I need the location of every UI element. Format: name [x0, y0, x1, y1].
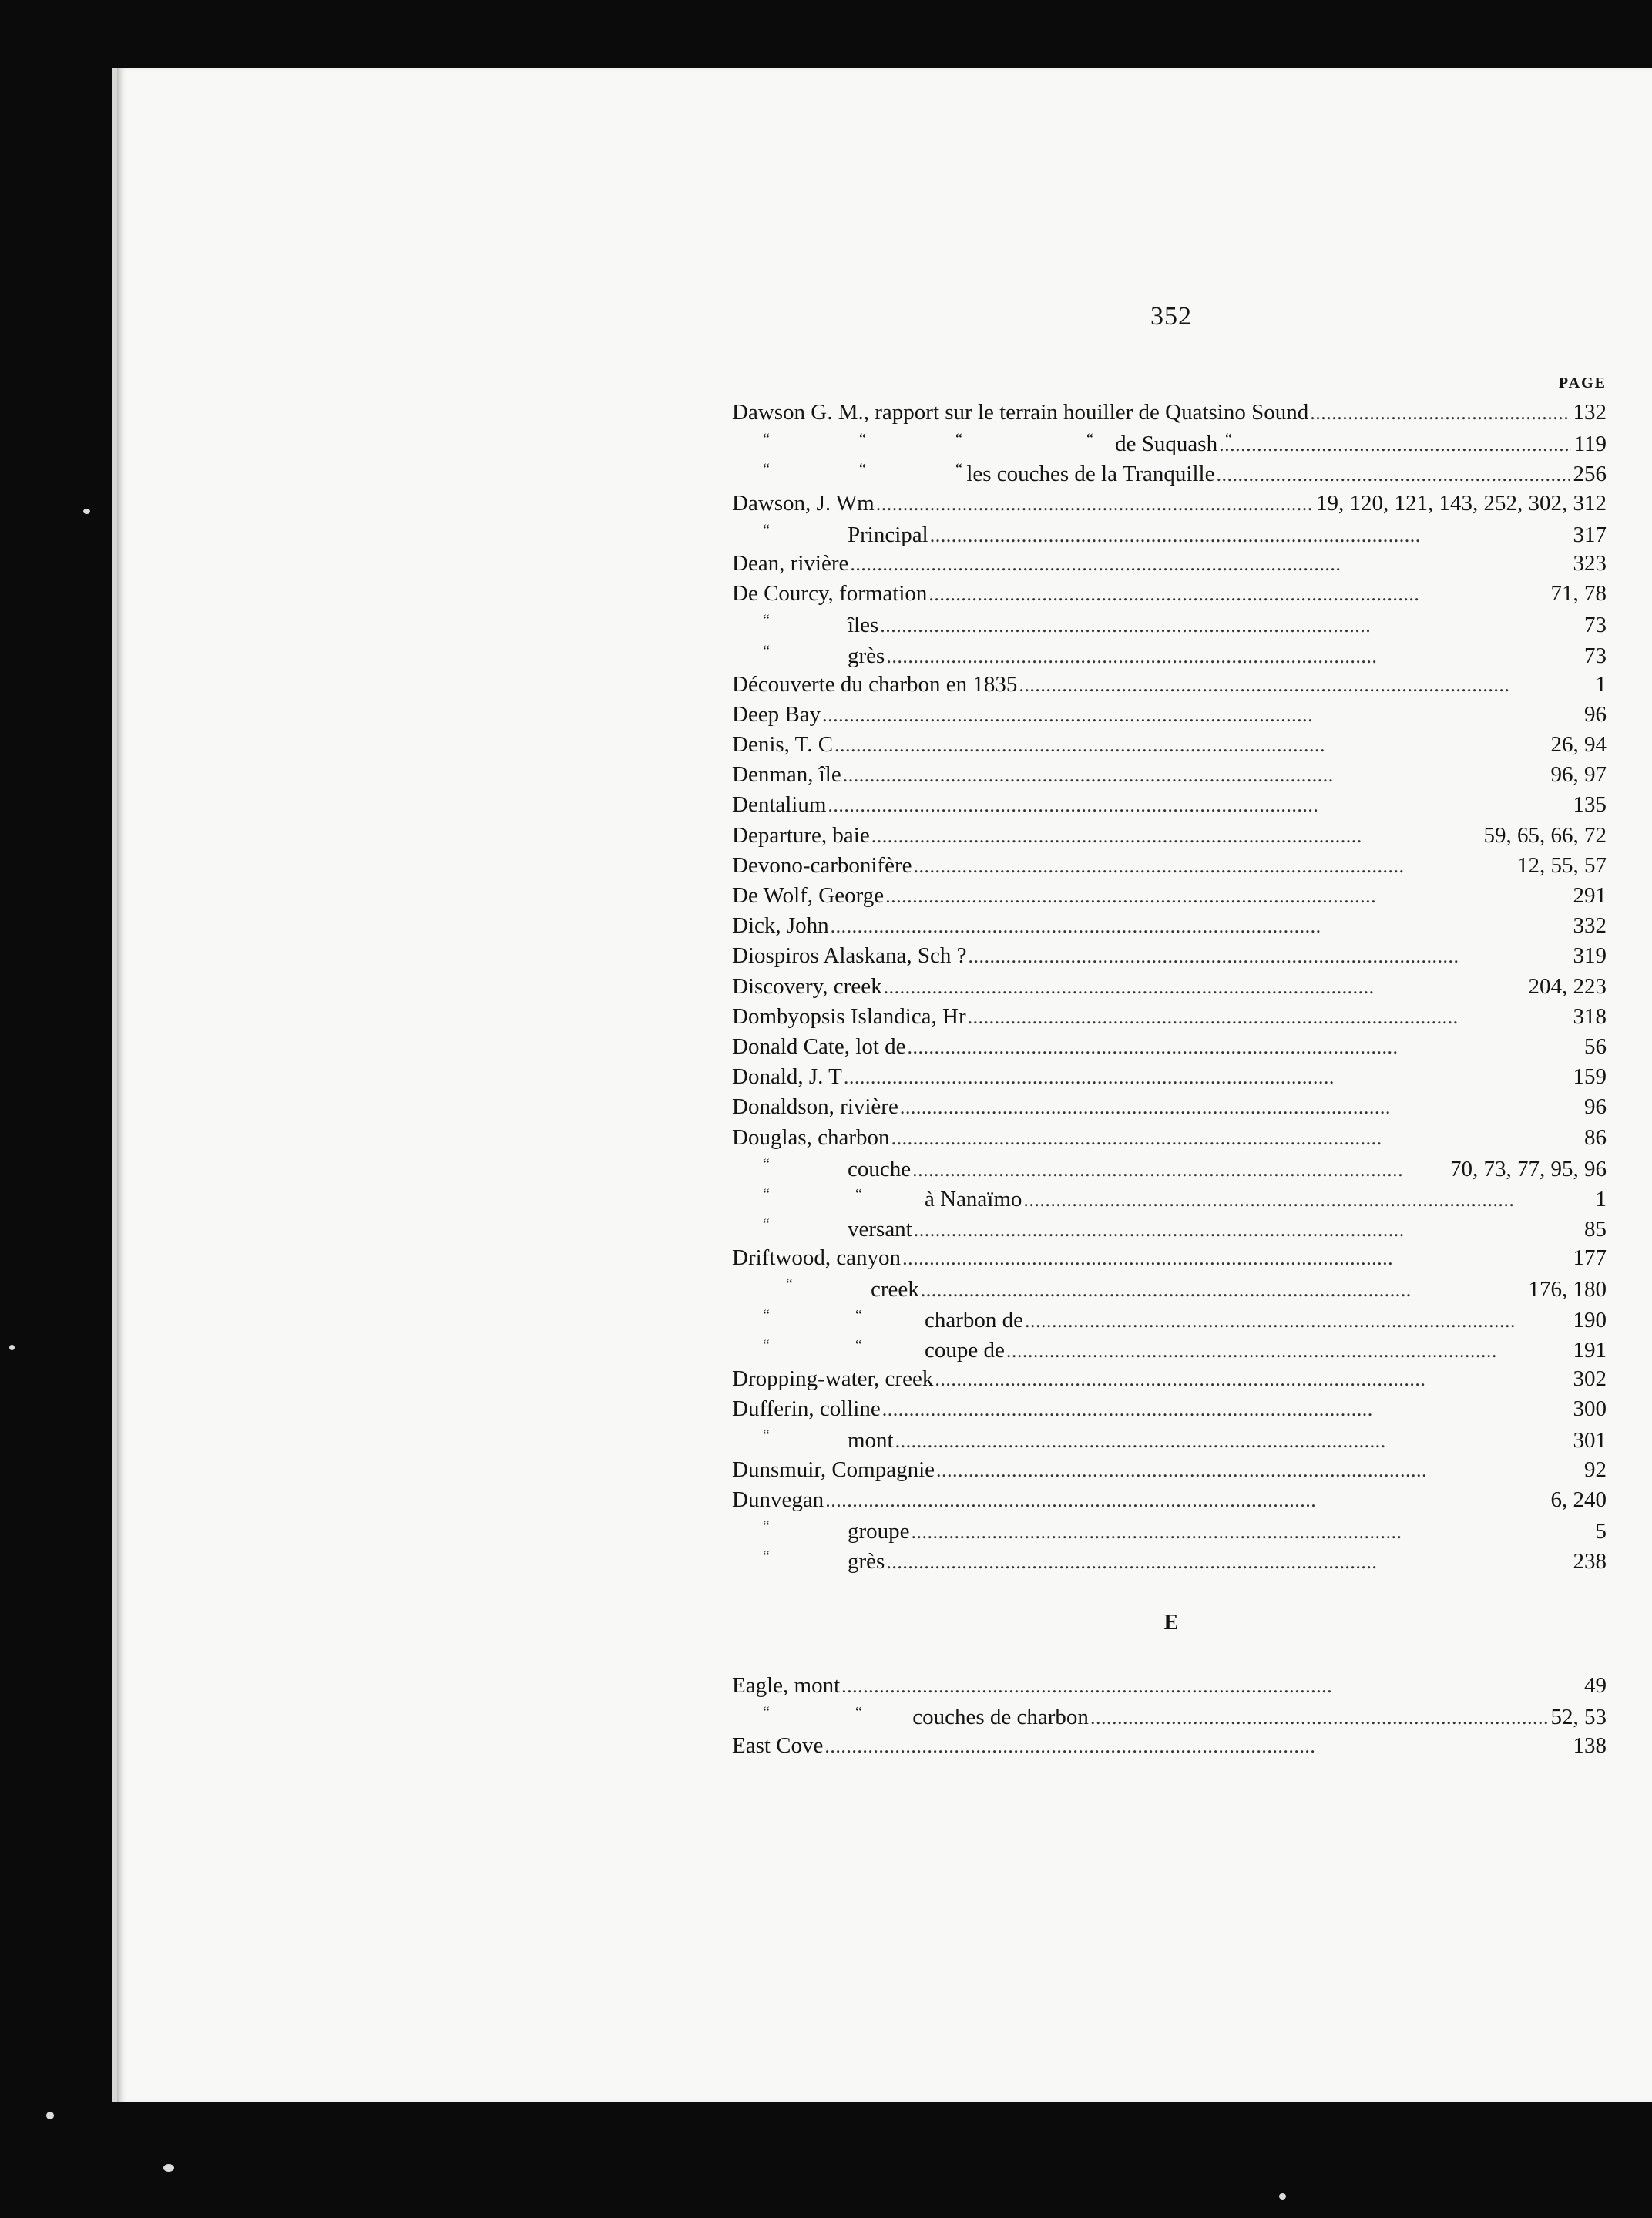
entry-pages: 56 — [1584, 1033, 1607, 1059]
entry-pages: 71, 78 — [1550, 581, 1607, 607]
entry-pages: 12, 55, 57 — [1517, 852, 1607, 878]
entry-pages: 96 — [1584, 701, 1607, 727]
ditto-mark: “ — [763, 1155, 770, 1173]
entry-pages: 96, 97 — [1550, 762, 1607, 788]
entry-label: les couches de la Tranquille — [966, 462, 1215, 487]
index-entry — [732, 1243, 1607, 1273]
entry-label: De Wolf, George — [732, 883, 885, 908]
entry-label: Dunsmuir, Compagnie — [732, 1457, 935, 1482]
index-entry — [732, 1671, 1607, 1701]
ditto-mark: “ — [955, 461, 962, 479]
ditto-mark: “ — [763, 1336, 770, 1354]
index-entry — [732, 489, 1607, 519]
ditto-mark: “ — [763, 642, 770, 660]
entry-label: Dufferin, colline — [732, 1396, 881, 1422]
index-section-d — [732, 398, 1607, 1575]
dot-leader — [824, 1731, 1570, 1761]
ditto-mark: “ — [763, 1185, 770, 1203]
index-entry — [732, 881, 1607, 911]
index-entry — [732, 640, 1607, 670]
index-entry — [732, 730, 1607, 760]
dot-leader — [1216, 459, 1570, 489]
ditto-marks — [732, 1304, 925, 1327]
entry-pages: 301 — [1573, 1428, 1607, 1453]
entry-pages: 204, 223 — [1528, 973, 1607, 999]
ditto-marks — [732, 609, 848, 632]
scan-speck — [1279, 2193, 1286, 2200]
index-entry — [732, 851, 1607, 881]
entry-pages: 19, 120, 121, 143, 252, 302, 312 — [1316, 490, 1607, 516]
entry-pages: 302 — [1573, 1366, 1607, 1391]
ditto-mark: “ — [763, 1548, 770, 1566]
dot-leader — [912, 1154, 1447, 1185]
entry-pages: 85 — [1584, 1217, 1607, 1242]
entry-pages: 73 — [1584, 613, 1607, 638]
index-entry — [732, 1123, 1607, 1153]
index-entry — [732, 1545, 1607, 1575]
index-entry — [732, 700, 1607, 730]
entry-pages: 96 — [1584, 1094, 1607, 1120]
ditto-marks — [732, 458, 966, 481]
dot-leader — [886, 641, 1581, 671]
index-entry — [732, 1304, 1607, 1334]
ditto-marks — [732, 1701, 912, 1724]
entry-pages: 132 — [1573, 400, 1607, 425]
entry-label: Dawson, J. Wm — [732, 490, 875, 516]
dot-leader — [914, 851, 1515, 881]
ditto-mark: “ — [786, 1276, 793, 1294]
dot-leader — [843, 760, 1548, 790]
entry-pages: 332 — [1573, 913, 1607, 939]
entry-pages: 49 — [1584, 1673, 1607, 1698]
index-entry — [732, 790, 1607, 820]
entry-label: Dawson G. M., rapport sur le terrain houiller de Quatsino Sound — [732, 400, 1309, 425]
ditto-mark: “ — [763, 1704, 770, 1722]
dot-leader — [914, 1215, 1581, 1245]
entry-pages: 191 — [1573, 1337, 1607, 1363]
entry-pages: 300 — [1573, 1396, 1607, 1422]
index-entry — [732, 428, 1607, 458]
page-number: 352 — [1150, 302, 1192, 331]
entry-label: Donaldson, rivière — [732, 1094, 898, 1120]
index-entry — [732, 1273, 1607, 1303]
dot-leader — [968, 941, 1570, 971]
ditto-mark: “ — [763, 1517, 770, 1535]
entry-pages: 73 — [1584, 643, 1607, 668]
entry-label: Dean, rivière — [732, 550, 849, 576]
ditto-mark: “ — [855, 1185, 862, 1203]
dot-leader — [1019, 670, 1592, 700]
entry-pages: 177 — [1573, 1245, 1607, 1271]
scan-speck — [163, 2164, 174, 2172]
index-entry — [732, 760, 1607, 790]
entry-label: Principal — [848, 522, 928, 547]
index-entry — [732, 670, 1607, 700]
entry-label: couches de charbon — [912, 1705, 1089, 1730]
entry-label: de Suquash — [1115, 432, 1218, 457]
entry-label: couche — [848, 1156, 912, 1181]
entry-pages: 135 — [1573, 792, 1607, 818]
entry-label: Denis, T. C — [732, 732, 834, 758]
entry-pages: 176, 180 — [1528, 1277, 1607, 1302]
dot-leader — [891, 1123, 1581, 1153]
index-entry — [732, 911, 1607, 941]
entry-label: Denman, île — [732, 762, 841, 788]
entry-pages: 190 — [1573, 1307, 1607, 1332]
index-entry — [732, 549, 1607, 579]
entry-pages: 86 — [1584, 1124, 1607, 1150]
index-entry — [732, 941, 1607, 971]
ditto-marks — [732, 1515, 848, 1538]
entry-pages: 159 — [1573, 1064, 1607, 1090]
ditto-mark: “ — [763, 612, 770, 630]
dot-leader — [921, 1275, 1526, 1305]
entry-label: De Courcy, formation — [732, 581, 928, 607]
entry-label: grès — [848, 643, 885, 668]
scan-speck — [9, 1345, 15, 1350]
index-entry — [732, 1213, 1607, 1243]
entry-label: Dombyopsis Islandica, Hr — [732, 1003, 966, 1029]
entry-pages: 317 — [1573, 522, 1607, 547]
ditto-marks — [732, 1545, 848, 1568]
entry-pages: 1 — [1595, 671, 1607, 697]
entry-label: Deep Bay — [732, 701, 821, 727]
entry-label: Douglas, charbon — [732, 1124, 890, 1150]
dot-leader — [1025, 1306, 1570, 1336]
dot-leader — [912, 1517, 1593, 1547]
entry-label: Diospiros Alaskana, Sch ? — [732, 943, 967, 969]
index-entry — [732, 1153, 1607, 1183]
ditto-mark: “ — [763, 1306, 770, 1324]
index-section-e — [732, 1671, 1607, 1762]
ditto-mark: “ — [955, 431, 962, 449]
dot-leader — [936, 1455, 1581, 1485]
dot-leader — [828, 790, 1570, 820]
dot-leader — [935, 1364, 1570, 1394]
entry-pages: 318 — [1573, 1003, 1607, 1029]
dot-leader — [831, 911, 1570, 941]
entry-label: Devono-carbonifère — [732, 852, 912, 878]
entry-pages: 92 — [1584, 1457, 1607, 1482]
entry-pages: 5 — [1595, 1518, 1607, 1544]
dot-leader — [885, 881, 1570, 911]
ditto-marks — [732, 1183, 925, 1206]
entry-label: charbon de — [925, 1307, 1024, 1332]
ditto-mark: “ — [1086, 431, 1093, 449]
index-entry — [732, 1701, 1607, 1731]
dot-leader — [880, 610, 1581, 640]
entry-label: mont — [848, 1428, 894, 1453]
ditto-marks — [732, 1334, 925, 1357]
dot-leader — [850, 549, 1570, 579]
entry-label: East Cove — [732, 1733, 824, 1759]
entry-pages: 256 — [1573, 462, 1607, 487]
entry-pages: 6, 240 — [1550, 1487, 1607, 1512]
dot-leader — [1023, 1185, 1592, 1215]
dot-leader — [871, 821, 1481, 851]
entry-pages: 319 — [1573, 943, 1607, 969]
ditto-mark: “ — [1225, 431, 1232, 449]
ditto-mark: “ — [763, 1427, 770, 1445]
dot-leader — [902, 1243, 1570, 1273]
dot-leader — [882, 1394, 1570, 1424]
entry-label: Departure, baie — [732, 822, 870, 848]
ditto-mark: “ — [763, 1216, 770, 1234]
dot-leader — [822, 700, 1581, 730]
index-entry — [732, 1062, 1607, 1092]
entry-label: versant — [848, 1217, 912, 1242]
index-entry — [732, 1455, 1607, 1485]
dot-leader — [886, 1547, 1570, 1577]
dot-leader — [908, 1032, 1581, 1062]
dot-leader — [1219, 429, 1570, 459]
ditto-mark: “ — [855, 1336, 862, 1354]
ditto-marks — [732, 1213, 848, 1236]
entry-label: coupe de — [925, 1337, 1005, 1363]
entry-pages: 119 — [1573, 432, 1607, 457]
index-entry — [732, 519, 1607, 549]
entry-label: Dunvegan — [732, 1487, 824, 1512]
ditto-marks — [732, 1273, 871, 1296]
dot-leader — [1310, 398, 1570, 428]
index-entry — [732, 1002, 1607, 1032]
entry-pages: 1 — [1595, 1186, 1607, 1211]
entry-label: creek — [871, 1277, 919, 1302]
entry-pages: 70, 73, 77, 95, 96 — [1450, 1156, 1607, 1181]
ditto-mark: “ — [859, 461, 866, 479]
entry-label: Driftwood, canyon — [732, 1245, 902, 1271]
entry-label: Découverte du charbon en 1835 — [732, 671, 1018, 697]
ditto-mark: “ — [859, 431, 866, 449]
entry-label: Dropping-water, creek — [732, 1366, 934, 1391]
dot-leader — [928, 579, 1547, 609]
ditto-marks — [732, 640, 848, 663]
index-entry — [732, 821, 1607, 851]
entry-label: groupe — [848, 1518, 910, 1544]
entry-pages: 323 — [1573, 550, 1607, 576]
dot-leader — [1090, 1702, 1548, 1732]
entry-pages: 59, 65, 66, 72 — [1483, 822, 1607, 848]
scan-speck — [46, 2112, 54, 2119]
scan-speck — [83, 509, 90, 514]
dot-leader — [930, 520, 1570, 550]
dot-leader — [844, 1062, 1570, 1092]
entry-label: grès — [848, 1549, 885, 1574]
index-entry — [732, 1394, 1607, 1424]
dot-leader — [834, 730, 1547, 760]
index-entry — [732, 1364, 1607, 1394]
index-entry — [732, 1334, 1607, 1364]
index-entry — [732, 1424, 1607, 1454]
ditto-mark: “ — [763, 521, 770, 539]
ditto-mark: “ — [763, 431, 770, 449]
dot-leader — [900, 1092, 1581, 1122]
entry-pages: 238 — [1573, 1549, 1607, 1574]
entry-label: Dentalium — [732, 792, 827, 818]
dot-leader — [884, 972, 1526, 1002]
index-entry — [732, 972, 1607, 1002]
dot-leader — [841, 1671, 1581, 1701]
index-entry — [732, 1515, 1607, 1545]
index-entry — [732, 1032, 1607, 1062]
ditto-marks — [732, 1424, 848, 1447]
entry-pages: 26, 94 — [1550, 732, 1607, 758]
section-heading-e: E — [1163, 1611, 1179, 1635]
entry-pages: 138 — [1573, 1733, 1607, 1759]
entry-pages: 291 — [1573, 883, 1607, 908]
dot-leader — [1006, 1336, 1570, 1366]
entry-label: îles — [848, 613, 879, 638]
index-entry — [732, 458, 1607, 488]
ditto-marks — [732, 1153, 848, 1176]
entry-label: Eagle, mont — [732, 1673, 841, 1698]
dot-leader — [968, 1002, 1570, 1032]
entry-label: Donald Cate, lot de — [732, 1033, 906, 1059]
dot-leader — [825, 1485, 1547, 1515]
index-entry — [732, 579, 1607, 609]
index-entry — [732, 1092, 1607, 1122]
ditto-mark: “ — [855, 1704, 862, 1722]
index-entry — [732, 1485, 1607, 1515]
dot-leader — [895, 1426, 1570, 1456]
ditto-mark: “ — [855, 1306, 862, 1324]
entry-label: Discovery, creek — [732, 973, 882, 999]
entry-label: à Nanaïmo — [925, 1186, 1022, 1211]
index-entry — [732, 1731, 1607, 1761]
page-column-header: PAGE — [1558, 375, 1607, 392]
entry-label: Donald, J. T — [732, 1064, 842, 1090]
ditto-mark: “ — [763, 461, 770, 479]
index-entry — [732, 609, 1607, 639]
entry-label: Dick, John — [732, 913, 829, 939]
dot-leader — [876, 489, 1313, 519]
index-entry — [732, 1183, 1607, 1213]
ditto-marks — [732, 519, 848, 542]
index-entry — [732, 398, 1607, 428]
entry-pages: 52, 53 — [1550, 1705, 1607, 1730]
